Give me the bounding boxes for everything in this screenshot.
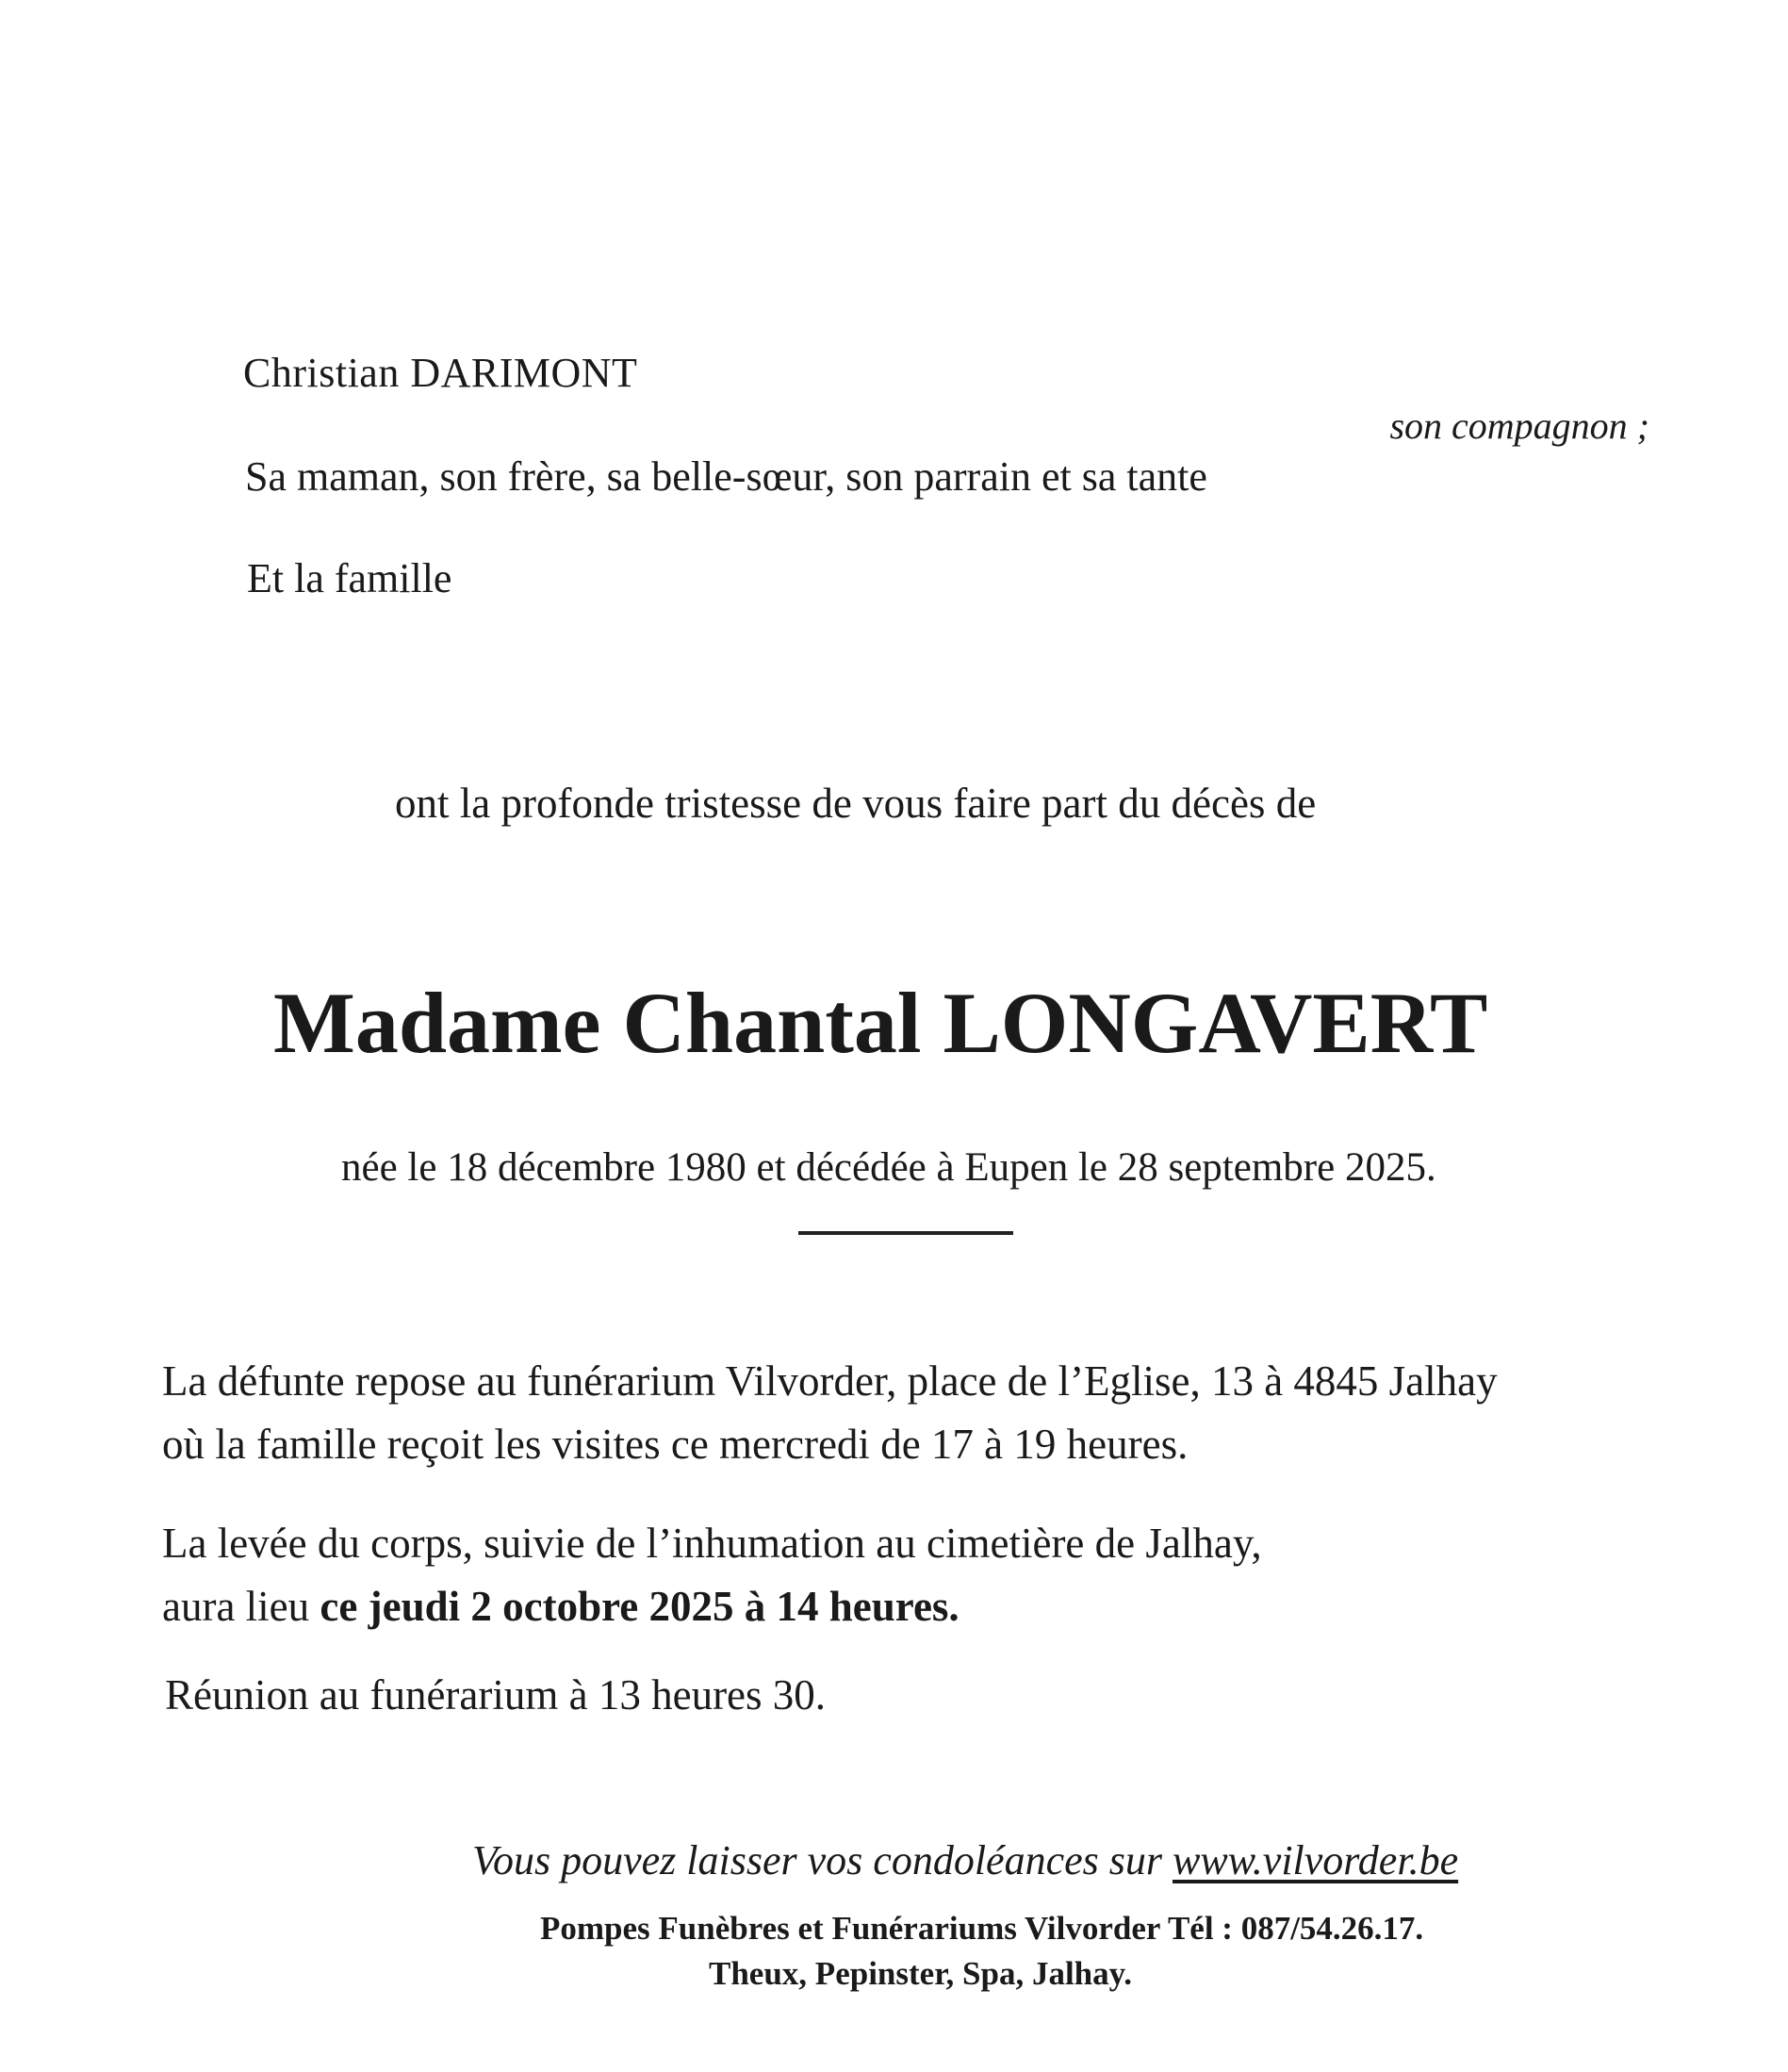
announcement-line: ont la profonde tristesse de vous faire part du décès de: [395, 780, 1317, 827]
condolences-website-link: www.vilvorder.be: [1173, 1837, 1459, 1883]
family-line: Et la famille: [247, 555, 452, 601]
deceased-name-title: Madame Chantal LONGAVERT: [273, 975, 1488, 1071]
funeral-home-locations: Theux, Pepinster, Spa, Jalhay.: [709, 1955, 1132, 1992]
ceremony-line2: [162, 1575, 1262, 1638]
funeral-home-contact: Pompes Funèbres et Funérariums Vilvorder Tél : 087/54.26.17.: [540, 1910, 1424, 1947]
visitation-line2: où la famille reçoit les visites ce mercredi de 17 à 19 heures.: [162, 1421, 1189, 1468]
condolences-line: [472, 1836, 1458, 1884]
condolences-prefix: Vous pouvez laisser vos condoléances sur: [472, 1837, 1173, 1883]
ceremony-line2-prefix: aura lieu: [162, 1583, 320, 1630]
visitation-paragraph: [162, 1350, 1498, 1476]
ceremony-line1: La levée du corps, suivie de l’inhumation au cimetière de Jalhay,: [162, 1520, 1262, 1567]
birth-death-dates: née le 18 décembre 1980 et décédée à Eupen le 28 septembre 2025.: [341, 1145, 1436, 1190]
ceremony-paragraph: [162, 1512, 1262, 1638]
section-divider: [798, 1231, 1013, 1235]
partner-relation: son compagnon ;: [1389, 404, 1649, 447]
relatives-line: Sa maman, son frère, sa belle-sœur, son parrain et sa tante: [245, 453, 1207, 500]
meeting-line: Réunion au funérarium à 13 heures 30.: [165, 1671, 827, 1718]
partner-name: Christian DARIMONT: [243, 350, 638, 396]
visitation-line1: La défunte repose au funérarium Vilvorder, place de l’Eglise, 13 à 4845 Jalhay: [162, 1357, 1498, 1405]
ceremony-date-time: ce jeudi 2 octobre 2025 à 14 heures.: [320, 1583, 960, 1630]
